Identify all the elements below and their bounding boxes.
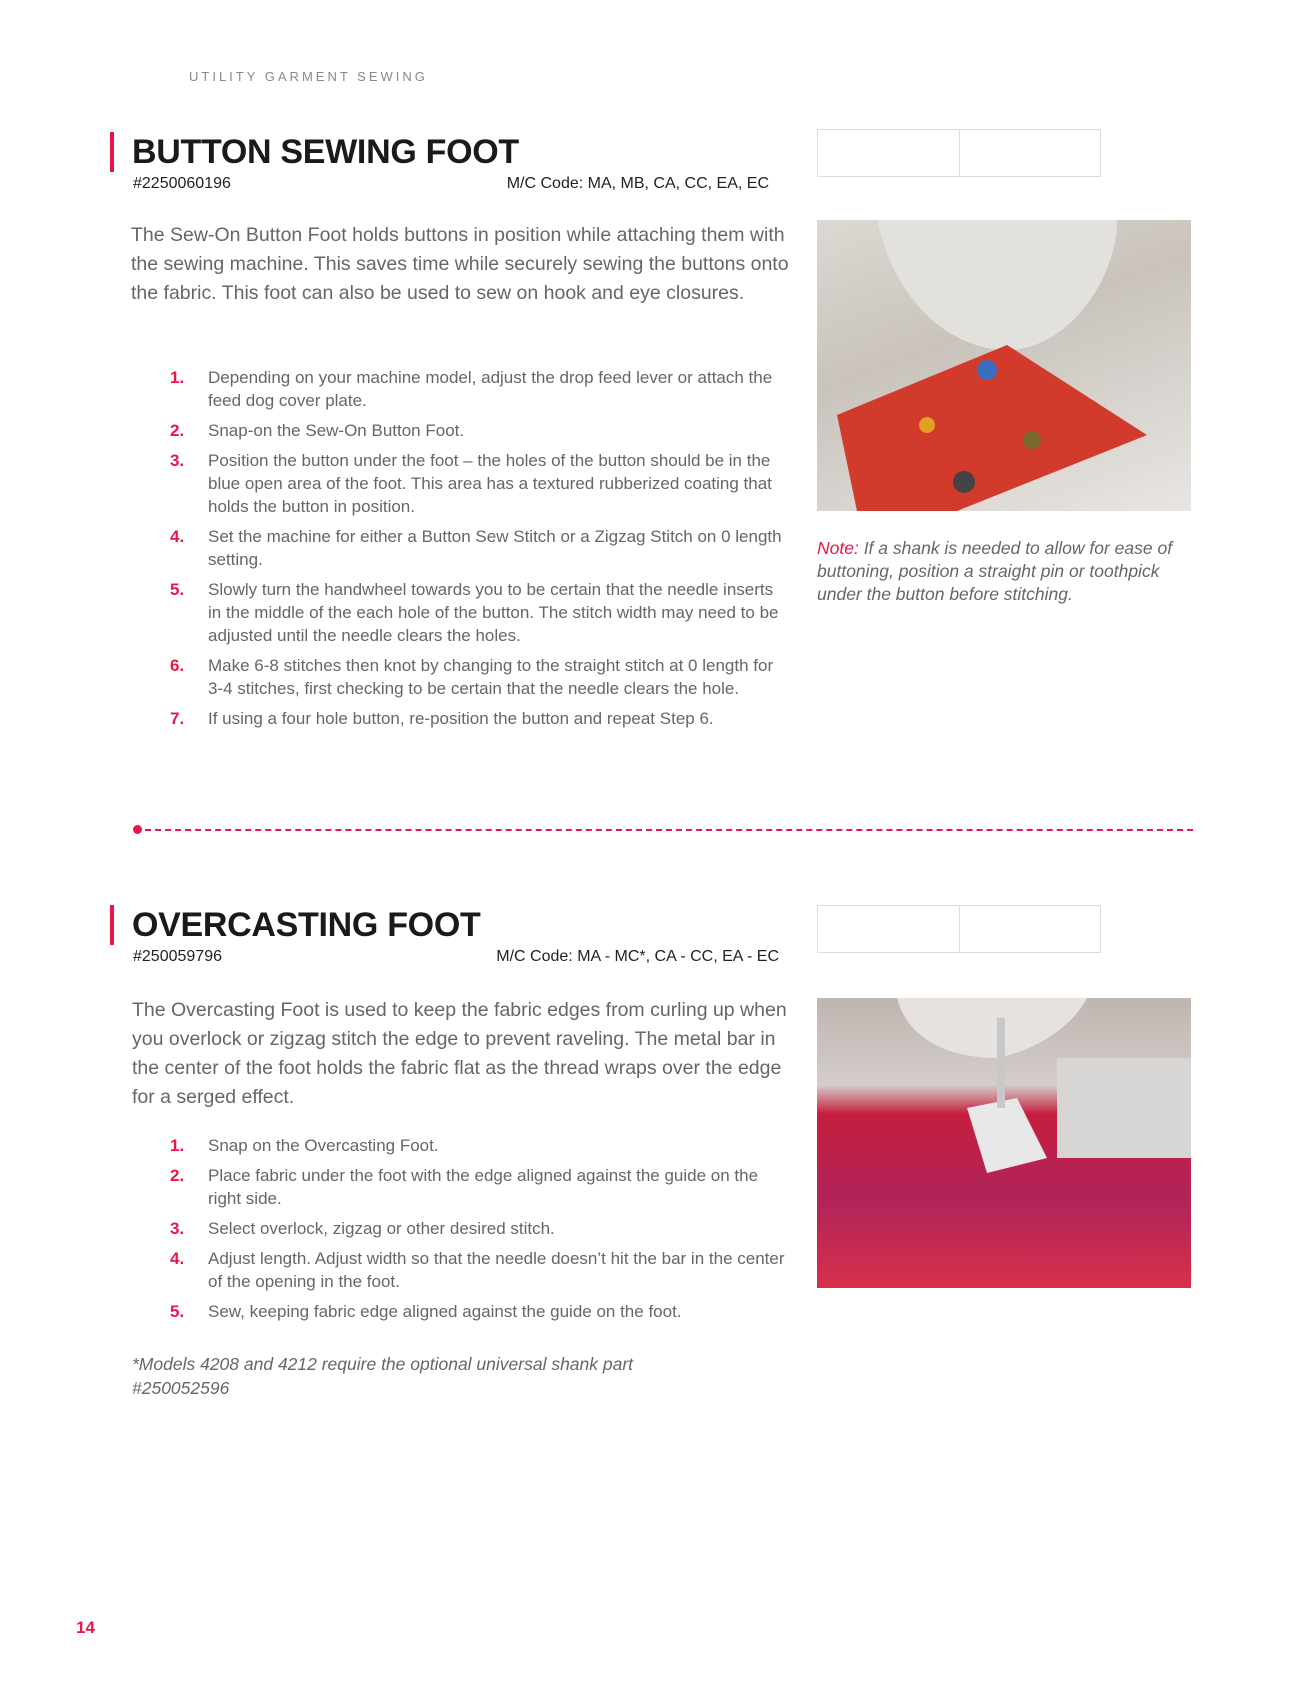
step-text: Snap-on the Sew-On Button Foot. [208,421,465,440]
page-number: 14 [76,1618,95,1637]
step-text: Select overlock, zigzag or other desired stitch. [208,1219,555,1238]
step-number: 5. [170,580,185,599]
part-number: #2250060196 [133,175,231,192]
description: The Sew-On Button Foot holds buttons in position while attaching them with the sewing machine. This saves time while securely sewing the buttons onto the fabric. This foot can also be used to sew on hook and eye closures. [131,224,789,304]
step-number: 7. [170,709,185,728]
step-text: If using a four hole button, re-position the button and repeat Step 6. [208,709,714,728]
step-number: 4. [170,1249,185,1268]
photo-illustration [817,220,1191,511]
mc-code: M/C Code: MA - MC*, CA - CC, EA - EC [496,948,779,965]
section-divider [135,829,1193,831]
step-number: 4. [170,527,185,546]
mc-code: M/C Code: MA, MB, CA, CC, EA, EC [506,175,769,192]
step-text: Snap on the Overcasting Foot. [208,1136,439,1155]
step-item [170,1134,790,1157]
title-accent-bar [110,905,114,945]
step-item [170,1247,790,1293]
step-number: 2. [170,421,185,440]
step-item [170,449,790,518]
step-number: 3. [170,451,185,470]
step-text: Depending on your machine model, adjust the drop feed lever or attach the feed dog cover plate. [208,368,773,410]
step-item [170,707,790,730]
photo-illustration [817,998,1191,1288]
step-item [170,366,790,412]
step-item [170,578,790,647]
step-text: Slowly turn the handwheel towards you to be certain that the needle inserts in the middle of the each hole of the button. The stitch width may need to be adjusted until the needle clears the holes. [208,580,779,645]
steps-list [170,366,790,737]
step-item [170,1164,790,1210]
step-text: Set the machine for either a Button Sew Stitch or a Zigzag Stitch on 0 length setting. [208,527,782,569]
icon-boxes [817,905,1101,953]
step-text: Position the button under the foot – the holes of the button should be in the blue open area of the foot. This area has a textured rubberized coating that holds the button in position. [208,451,772,516]
title-accent-bar [110,132,114,172]
step-number: 2. [170,1166,185,1185]
note [817,537,1197,606]
footnote: *Models 4208 and 4212 require the optional universal shank part #250052596 [132,1354,634,1398]
running-header: UTILITY GARMENT SEWING [189,69,428,84]
step-number: 6. [170,656,185,675]
step-item [170,525,790,571]
step-text: Sew, keeping fabric edge aligned against the guide on the foot. [208,1302,682,1321]
step-text: Adjust length. Adjust width so that the needle doesn’t hit the bar in the center of the opening in the foot. [208,1249,785,1291]
step-text: Place fabric under the foot with the edge aligned against the guide on the right side. [208,1166,759,1208]
icon-boxes [817,129,1101,177]
section-title: OVERCASTING FOOT [132,906,481,944]
button-foot-photo [817,220,1191,511]
step-number: 1. [170,1136,185,1155]
step-number: 1. [170,368,185,387]
step-number: 3. [170,1219,185,1238]
section-title: BUTTON SEWING FOOT [132,133,519,171]
steps-list [170,1134,790,1330]
step-item [170,654,790,700]
step-number: 5. [170,1302,185,1321]
note-label: Note: [817,538,859,558]
overcasting-foot-photo [817,998,1191,1288]
note-text: If a shank is needed to allow for ease of buttoning, position a straight pin or toothpick under the button before stitching. [817,538,1173,604]
step-text: Make 6-8 stitches then knot by changing to the straight stitch at 0 length for 3-4 stitches, first checking to be certain that the needle clears the hole. [208,656,774,698]
step-item [170,1217,790,1240]
description: The Overcasting Foot is used to keep the fabric edges from curling up when you overlock or zigzag stitch the edge to prevent raveling. The metal bar in the center of the foot holds the fabric flat as the thread wraps over the edge for a serged effect. [132,999,787,1108]
part-number: #250059796 [133,948,222,965]
step-item [170,1300,790,1323]
step-item [170,419,790,442]
